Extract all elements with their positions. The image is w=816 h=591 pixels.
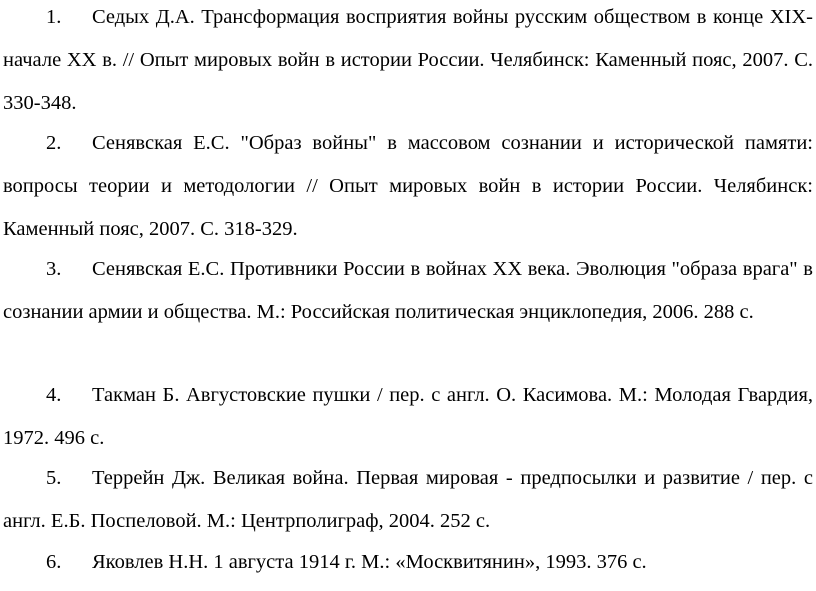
reference-number: 6. [46,551,62,573]
reference-item-5 [3,457,813,543]
reference-item-6 [3,541,813,584]
reference-text: Террейн Дж. Великая война. Первая мировая - предпосылки и развитие / пер. с англ. Е.Б. Поспеловой. М.: Центрполиграф, 2004. 252 с. [3,467,813,532]
reference-text: Яковлев Н.Н. 1 августа 1914 г. М.: «Москвитянин», 1993. 376 с. [92,551,647,573]
reference-item-1 [3,0,813,125]
reference-text: Такман Б. Августовские пушки / пер. с англ. О. Касимова. М.: Молодая Гвардия, 1972. 496 с. [3,384,813,449]
reference-item-2 [3,122,813,251]
reference-number: 2. [46,132,62,154]
reference-item-3 [3,248,813,334]
reference-text: Сенявская Е.С. Противники России в войнах XX века. Эволюция "образа врага" в сознании армии и общества. М.: Российская политическая энциклопедия, 2006. 288 с. [3,258,813,323]
reference-number: 5. [46,467,62,489]
reference-number: 3. [46,258,62,280]
reference-number: 1. [46,6,62,28]
reference-text: Седых Д.А. Трансформация восприятия войны русским обществом в конце XIX- начале XX в. // Опыт мировых войн в истории России. Челябинск: Каменный пояс, 2007. С. 330-348. [3,6,813,114]
reference-item-4 [3,374,813,460]
reference-text: Сенявская Е.С. "Образ войны" в массовом сознании и исторической памяти: вопросы теории и методологии // Опыт мировых войн в истории России. Челябинск: Каменный пояс, 2007. С. 318-329. [3,132,813,240]
reference-number: 4. [46,384,62,406]
